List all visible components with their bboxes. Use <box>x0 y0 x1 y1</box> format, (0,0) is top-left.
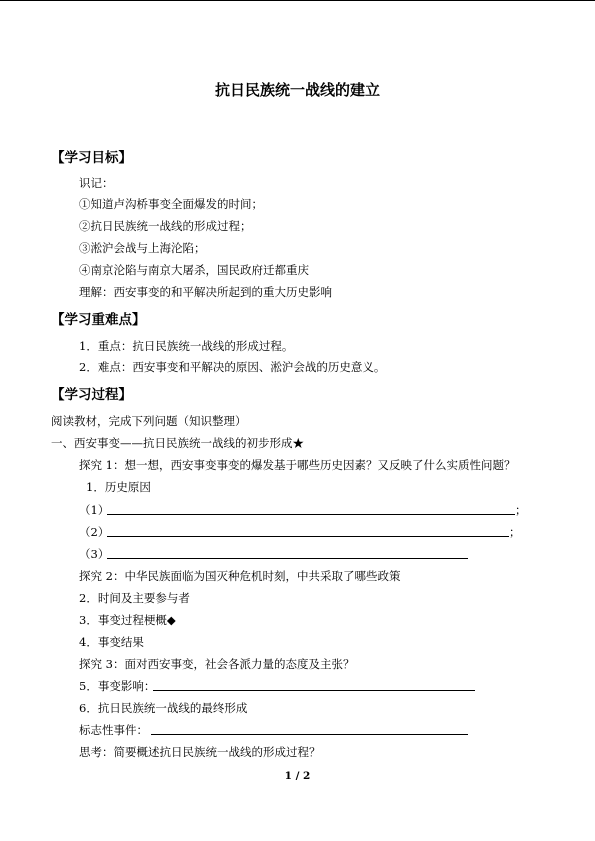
answer-blank-impact[interactable] <box>153 690 475 691</box>
section-heading-keypoints: 【学习重难点】 <box>51 312 146 328</box>
goal-item: ①知道卢沟桥事变全面爆发的时间； <box>79 197 263 211</box>
answer-blank-1[interactable] <box>107 514 515 515</box>
landmark-label: 标志性事件： <box>79 723 148 737</box>
process-item: 6．抗日民族统一战线的最终形成 <box>79 701 248 715</box>
answer-blank-landmark[interactable] <box>151 734 468 735</box>
top-rule <box>0 0 595 1</box>
blank-label-1: （1） <box>79 503 110 517</box>
section-heading-goals: 【学习目标】 <box>51 150 132 166</box>
explore-question-3: 探究 3：面对西安事变，社会各派力量的态度及主张？ <box>79 657 355 671</box>
blank-label-3: （3） <box>79 547 110 561</box>
answer-blank-3[interactable] <box>107 558 468 559</box>
goal-item: ③淞沪会战与上海沦陷； <box>79 241 206 255</box>
process-item: 5．事变影响： <box>79 679 156 693</box>
goal-item: ②抗日民族统一战线的形成过程； <box>79 219 252 233</box>
answer-blank-2[interactable] <box>107 536 509 537</box>
process-item: 3．事变过程梗概◆ <box>79 613 176 627</box>
keypoint-item: 2．难点：西安事变和平解决的原因、淞沪会战的历史意义。 <box>79 360 386 374</box>
think-question: 思考：简要概述抗日民族统一战线的形成过程？ <box>79 745 321 759</box>
causes-label: 1．历史原因 <box>86 480 151 494</box>
understand-goal: 理解：西安事变的和平解决所起到的重大历史影响 <box>79 285 332 299</box>
recall-label: 识记： <box>79 176 114 190</box>
blank-label-2: （2） <box>79 525 110 539</box>
page-title: 抗日民族统一战线的建立 <box>214 81 380 99</box>
blank-end-1: ； <box>515 503 527 517</box>
blank-end-2: ； <box>509 525 521 539</box>
keypoint-item: 1．重点：抗日民族统一战线的形成过程。 <box>79 339 294 353</box>
goal-item: ④南京沦陷与南京大屠杀，国民政府迁都重庆 <box>79 263 309 277</box>
explore-question-2: 探究 2：中华民族面临为国灭种危机时刻，中共采取了哪些政策 <box>79 569 401 583</box>
part-heading: 一、西安事变——抗日民族统一战线的初步形成★ <box>51 436 304 450</box>
explore-question-1: 探究 1：想一想，西安事变事变的爆发基于哪些历史因素？又反映了什么实质性问题？ <box>79 458 516 472</box>
process-item: 4．事变结果 <box>79 635 144 649</box>
section-heading-process: 【学习过程】 <box>51 387 132 403</box>
process-intro: 阅读教材，完成下列问题（知识整理） <box>51 414 247 428</box>
process-item: 2．时间及主要参与者 <box>79 591 190 605</box>
page-number: 1 / 2 <box>284 770 311 782</box>
